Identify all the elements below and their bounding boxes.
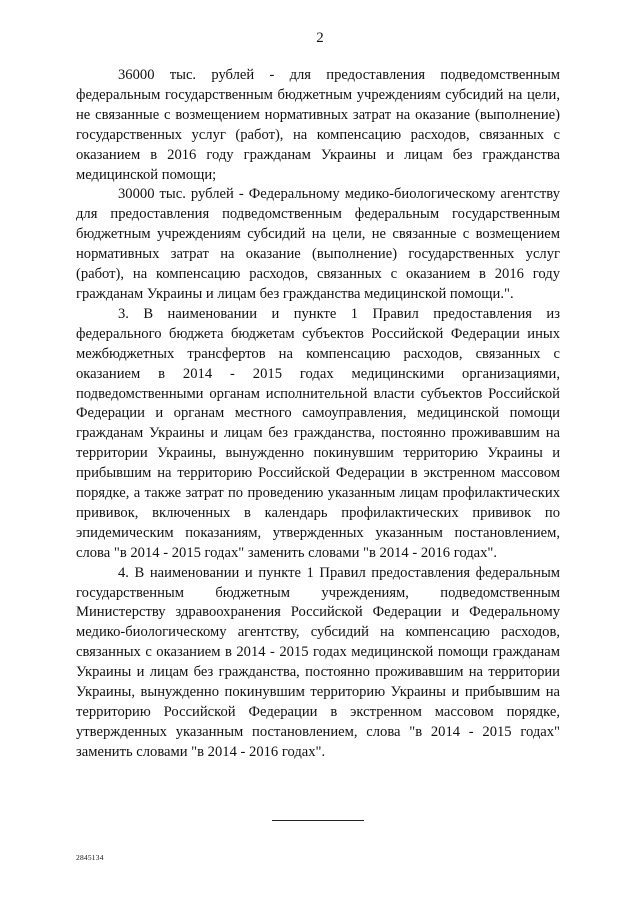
paragraph-item-4: 4. В наименовании и пункте 1 Правил предоставления федеральным государственным бюджетным учреждениям, подведомственным Министерству здравоохранения Российской Федерации и Федеральному медико-биологическому агентству, субсидий на компенсацию расходов, связанных с оказанием в 2014 - 2015 годах медицинской помощи гражданам Украины и лицам без гражданства, постоянно проживавшим на территории Украины, вынужденно покинувшим территорию Украины и прибывшим на территорию Российской Федерации в экстренном массовом порядке, утвержденных указанным постановлением, слова "в 2014 - 2015 годах" заменить словами "в 2014 - 2016 годах".: [76, 564, 560, 760]
paragraph-item-3: 3. В наименовании и пункте 1 Правил предоставления из федерального бюджета бюджетам субъектов Российской Федерации иных межбюджетных трансфертов на компенсацию расходов, связанных с оказанием в 2014 - 2015 годах медицинскими организациями, подведомственными органам исполнительной власти субъектов Российской Федерации и органам местного самоуправления, медицинской помощи гражданам Украины и лицам без гражданства, постоянно проживавшим на территории Украины, вынужденно покинувшим территорию Украины и прибывшим на территорию Российской Федерации в экстренном массовом порядке, а также затрат по проведению указанным лицам профилактических прививок, включенных в календарь профилактических прививок по эпидемическим показаниям, утвержденных указанным постановлением, слова "в 2014 - 2015 годах" заменить словами "в 2014 - 2016 годах".: [76, 305, 560, 561]
separator-line: [272, 820, 364, 821]
document-body: [76, 66, 560, 763]
paragraph-subsidy-30000: 30000 тыс. рублей - Федеральному медико-биологическому агентству для предоставления подведомственным федеральным государственным бюджетным учреждениям субсидий на цели, не связанные с возмещением нормативных затрат на оказание (выполнение) государственных услуг (работ), на компенсацию расходов, связанных с оказанием в 2016 году гражданам Украины и лицам без гражданства медицинской помощи.".: [76, 186, 560, 302]
paragraph-subsidy-36000: 36000 тыс. рублей - для предоставления подведомственным федеральным государственным бюджетным учреждениям субсидий на цели, не связанные с возмещением нормативных затрат на оказание (выполнение) государственных услуг (работ), на компенсацию расходов, связанных с оказанием в 2016 году гражданам Украины и лицам без гражданства медицинской помощи;: [76, 67, 560, 183]
page-number: 2: [316, 30, 324, 46]
document-code: 2845134: [76, 853, 104, 862]
